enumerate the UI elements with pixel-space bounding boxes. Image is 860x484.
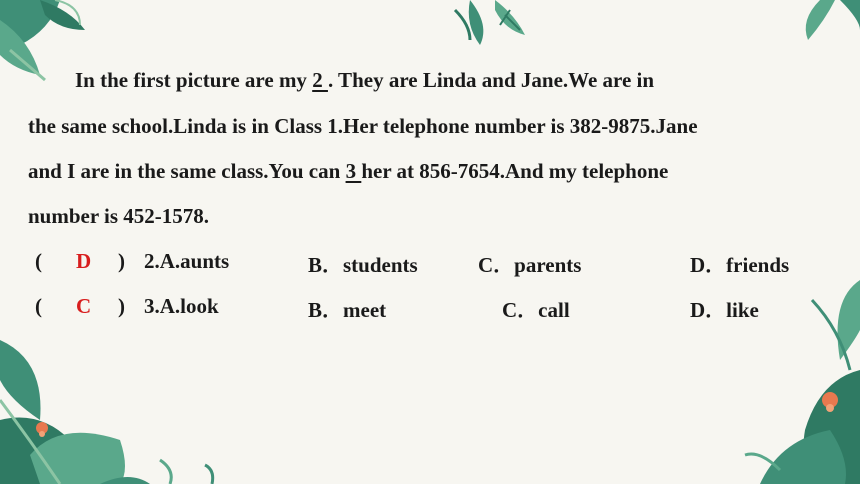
blank-3: 3 [345,159,362,183]
passage-line-2: the same school.Linda is in Class 1.Her telephone number is 382-9875.Jane [28,114,698,138]
option-b: B．students [308,253,418,277]
option-c: C．parents [478,253,582,277]
open-paren: ( [35,249,42,273]
passage-line-1: In the first picture are my 2 . They are Linda and Jane.We are in [75,68,655,92]
passage-line-4: number is 452-1578. [28,204,210,228]
option-b: B．meet [308,298,387,322]
option-a: 2.A.aunts [144,249,230,273]
open-paren: ( [35,294,42,318]
close-paren: ) [118,294,125,318]
option-a: 3.A.look [144,294,219,318]
option-d: D．like [690,298,759,322]
option-d: D．friends [690,253,790,277]
blank-2: 2 [312,68,328,92]
close-paren: ) [118,249,125,273]
answer-label: D [76,249,92,273]
option-c: C．call [502,298,570,322]
answer-label: C [76,294,92,318]
passage-line-3: and I are in the same class.You can 3 her at 856-7654.And my telephone [28,159,669,183]
